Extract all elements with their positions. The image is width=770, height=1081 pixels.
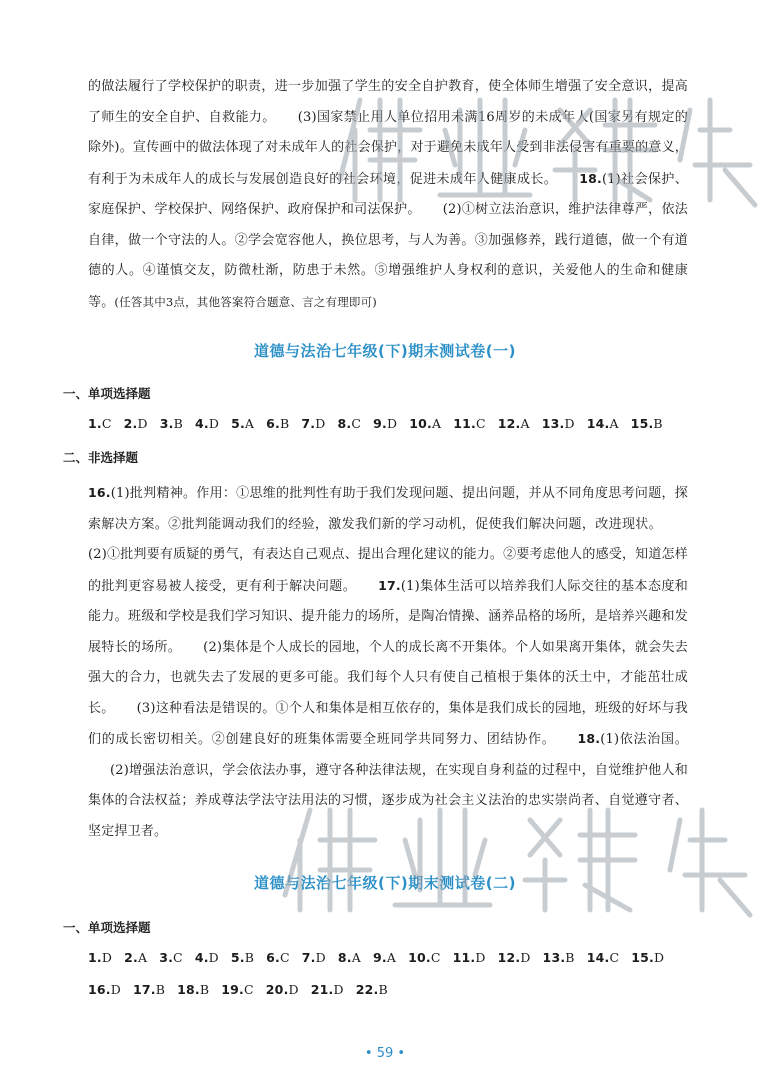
answer-item	[587, 950, 620, 965]
answer-letter: A	[351, 950, 361, 965]
exam1-answers-paragraph	[88, 478, 688, 847]
question-number: 16.	[88, 485, 111, 500]
question-number: 22.	[355, 982, 379, 997]
question-number: 18.	[577, 731, 601, 746]
question-number: 6.	[266, 416, 281, 431]
text-line: 的意义，有利于为未成年人的成长与发展创造良好的社会环境，促进未成年人健康成长。	[88, 140, 688, 187]
answer-item	[231, 416, 254, 431]
answer-item	[124, 416, 148, 431]
question-number: 9.	[373, 416, 387, 431]
text-line: 就会失去强大的合力，也就失去了发展的更多可能。我们每个人只有使自己植根于集体的沃土中，才	[88, 639, 689, 685]
answer-item	[373, 950, 396, 965]
answer-item	[159, 950, 183, 965]
answer-letter: D	[564, 416, 575, 431]
continuation-paragraph	[88, 72, 688, 318]
question-number: 5.	[231, 416, 245, 431]
exam2-section-single-choice: 一、单项选择题	[63, 920, 151, 935]
question-number: 7.	[301, 416, 316, 431]
answer-letter: B	[244, 950, 255, 965]
answer-item	[408, 950, 441, 965]
question-number: 17.	[132, 982, 156, 997]
answer-item	[587, 416, 619, 431]
answer-letter: B	[199, 982, 210, 997]
text-line: (1)依	[600, 732, 634, 747]
text-line: (2)①批判要有质疑的勇气，有表达自己观点、提出合理化建议的能力。②要考虑他人的感受，知	[88, 547, 649, 562]
answer-item	[498, 416, 530, 431]
answer-item	[266, 982, 299, 997]
question-number: 11.	[452, 950, 476, 965]
answer-letter: D	[110, 982, 121, 997]
page-number: • 59 •	[364, 1046, 406, 1061]
text-line: 尊严，依法自律，做一个守法的人。②学会宽容他人，换位思考，与人为善。③加强修养，践行道	[88, 202, 688, 248]
question-number: 14.	[586, 950, 610, 965]
question-number: 8.	[337, 416, 352, 431]
text-line: 维护他人和集体的合法权益；养成尊法学法守法用法的习惯，逐步成为社会主义法治的忠实崇尚者、	[88, 762, 688, 808]
answer-item	[195, 416, 219, 431]
text-line: 会保护、家庭保护、学校保护、网络保护、政府保护和司法保护。	[88, 171, 688, 217]
answer-item	[373, 416, 397, 431]
text-line: 定的除外)。宣传画中的做法体现了对未成年人的社会保护，对于避免未成年人受到非法侵害有重要	[88, 109, 688, 155]
text-line: 高了师生的安全自护、自救能力。	[88, 79, 688, 125]
text-line: (2)①树立法治意识，维护法律	[442, 202, 622, 217]
question-number: 4.	[194, 950, 209, 965]
answer-item	[453, 950, 486, 965]
question-number: 5.	[230, 950, 245, 965]
answer-item	[177, 982, 209, 997]
question-number: 10.	[408, 950, 431, 965]
answer-item	[266, 416, 289, 431]
exam1-title: 道德与法治七年级(下)期末测试卷(一)	[254, 342, 516, 360]
answer-item	[88, 416, 112, 431]
question-number: 19.	[221, 982, 245, 997]
answer-item	[88, 982, 121, 997]
question-number: 9.	[372, 950, 387, 965]
answer-letter: A	[244, 416, 255, 431]
answer-item	[453, 416, 486, 431]
question-number: 10.	[409, 416, 432, 431]
question-number: 18.	[177, 982, 200, 997]
text-line: 法治国。	[633, 732, 688, 747]
answer-letter: C	[475, 416, 486, 431]
text-line: 自觉遵守者、坚定捍卫者。	[88, 793, 688, 839]
answer-item	[231, 950, 254, 965]
answer-item	[302, 950, 326, 965]
question-number: 4.	[194, 416, 209, 431]
answer-item	[409, 416, 441, 431]
answer-letter: B	[378, 982, 388, 997]
answer-letter: C	[101, 416, 112, 431]
text-line: (2)集体是个人成长的园地，个人的成长离不开集体。个人如果离开集体，	[203, 639, 635, 655]
answer-item	[631, 416, 663, 431]
answer-item	[631, 950, 664, 965]
answer-letter: C	[173, 950, 183, 965]
text-line: (1)集体生活可以培养我们人际交往的基本	[400, 578, 648, 594]
question-number: 21.	[310, 982, 334, 997]
answer-letter: A	[386, 950, 397, 965]
answer-item	[338, 950, 361, 965]
question-number: 2.	[123, 416, 138, 431]
question-number: 15.	[630, 416, 654, 431]
exam1-answer-row	[88, 416, 675, 431]
exam2-title: 道德与法治七年级(下)期末测试卷(二)	[254, 874, 516, 892]
text-line: (2)增强法治意识，学会依法办事，遵守各种法律法规，在实现自身利益的过程中，自觉	[110, 762, 622, 778]
text-line: (1)社	[601, 171, 635, 187]
answer-item	[221, 982, 254, 997]
answer-letter: B	[155, 982, 166, 997]
question-number: 20.	[265, 982, 289, 997]
question-number: 8.	[337, 950, 352, 965]
question-number: 13.	[541, 416, 565, 431]
question-number: 3.	[159, 950, 174, 965]
question-number: 18.	[579, 170, 602, 186]
question-number: 6.	[266, 950, 281, 965]
answer-letter: B	[280, 416, 290, 431]
answer-item	[266, 950, 290, 965]
answer-item	[195, 950, 219, 965]
question-number: 1.	[88, 416, 102, 431]
answer-letter: D	[520, 950, 531, 965]
answer-item	[88, 950, 112, 965]
answer-letter: D	[475, 950, 486, 965]
text-line: 探索解决方案。②批判能调动我们的经验，激发我们新的学习动机，促使我们解决问题，改进现状。	[88, 486, 688, 532]
answer-letter: D	[333, 982, 344, 997]
text-line: 德，做一个有道德的人。④谨慎交友，防微杜渐，防患于未然。⑤增强维护人身权利的意识，关爱他	[88, 232, 688, 278]
answer-letter: A	[137, 950, 148, 965]
answer-letter: D	[315, 950, 326, 965]
text-line: 兴趣和发展特长的场所。	[88, 609, 688, 655]
answer-item	[124, 950, 147, 965]
text-line: 人的生命和健康等。	[88, 263, 688, 310]
answer-letter: D	[653, 950, 665, 965]
exam2-answer-row-2	[88, 982, 400, 997]
question-number: 7.	[301, 950, 316, 965]
answer-letter: C	[244, 982, 254, 997]
question-number: 12.	[497, 950, 521, 965]
question-number: 1.	[88, 950, 102, 965]
text-line: 的好坏与我们的成长密切相关。②创建良好的班集体需要全班同学共同努力、团结协作。	[88, 700, 688, 747]
answer-letter: D	[386, 416, 398, 431]
text-line: 的做法履行了学校保护的职责，进一步加强了学生的安全自护教育，使全体师生增强了安全意识，提	[88, 79, 675, 94]
text-line: 能茁壮成长。	[88, 670, 688, 716]
answer-item	[498, 950, 531, 965]
answer-item	[311, 982, 344, 997]
answer-item	[338, 416, 362, 431]
text-line: 道怎样的批判更容易被人接受，更有利于解决问题。	[88, 547, 688, 594]
question-number: 13.	[542, 950, 566, 965]
answer-letter: C	[430, 950, 441, 965]
answer-letter: D	[101, 950, 113, 965]
text-line: (3)这种看法是错误的。①个人和集体是相互依存的，集体是我们成长的园地，班级	[136, 700, 622, 716]
text-line: (任答其中3点，其他答案符合题意、言之有理即可)	[114, 294, 377, 309]
question-number: 16.	[88, 982, 111, 997]
question-number: 11.	[453, 416, 476, 431]
answer-letter: A	[431, 416, 442, 431]
answer-item	[160, 416, 183, 431]
answer-letter: B	[565, 950, 575, 965]
answer-letter: A	[520, 416, 530, 431]
answer-letter: A	[609, 416, 619, 431]
answer-item	[543, 950, 575, 965]
answer-letter: C	[351, 416, 362, 431]
answer-letter: D	[288, 982, 299, 997]
question-number: 3.	[159, 416, 174, 431]
question-number: 15.	[631, 950, 654, 965]
question-number: 17.	[378, 577, 401, 593]
answer-letter: D	[137, 416, 148, 431]
answer-letter: C	[280, 950, 290, 965]
question-number: 14.	[586, 416, 610, 431]
answer-item	[542, 416, 575, 431]
exam1-section-single-choice: 一、单项选择题	[63, 386, 151, 401]
text-line: (1)批判精神。作用：①思维的批判性有助于我们发现问题、提出问题，并从不同角度思考问题，	[110, 486, 675, 501]
answer-letter: C	[609, 950, 620, 965]
question-number: 2.	[124, 950, 138, 965]
answer-item	[133, 982, 165, 997]
answer-item	[301, 416, 325, 431]
answer-letter: B	[653, 416, 663, 431]
answer-letter: D	[208, 416, 220, 431]
exam2-answer-row-1	[88, 950, 676, 965]
answer-letter: D	[315, 416, 326, 431]
text-line: (3)国家禁止用人单位招用未满16周岁的未成年人(国家另有规	[297, 109, 662, 125]
text-line: 态度和能力。班级和学校是我们学习知识、提升能力的场所，是陶冶情操、涵养品格的场所，是培养	[88, 578, 688, 624]
answer-item	[356, 982, 388, 997]
exam1-section-non-choice: 二、非选择题	[63, 450, 139, 465]
answer-letter: D	[208, 950, 219, 965]
question-number: 12.	[497, 416, 521, 431]
answer-letter: B	[173, 416, 183, 431]
